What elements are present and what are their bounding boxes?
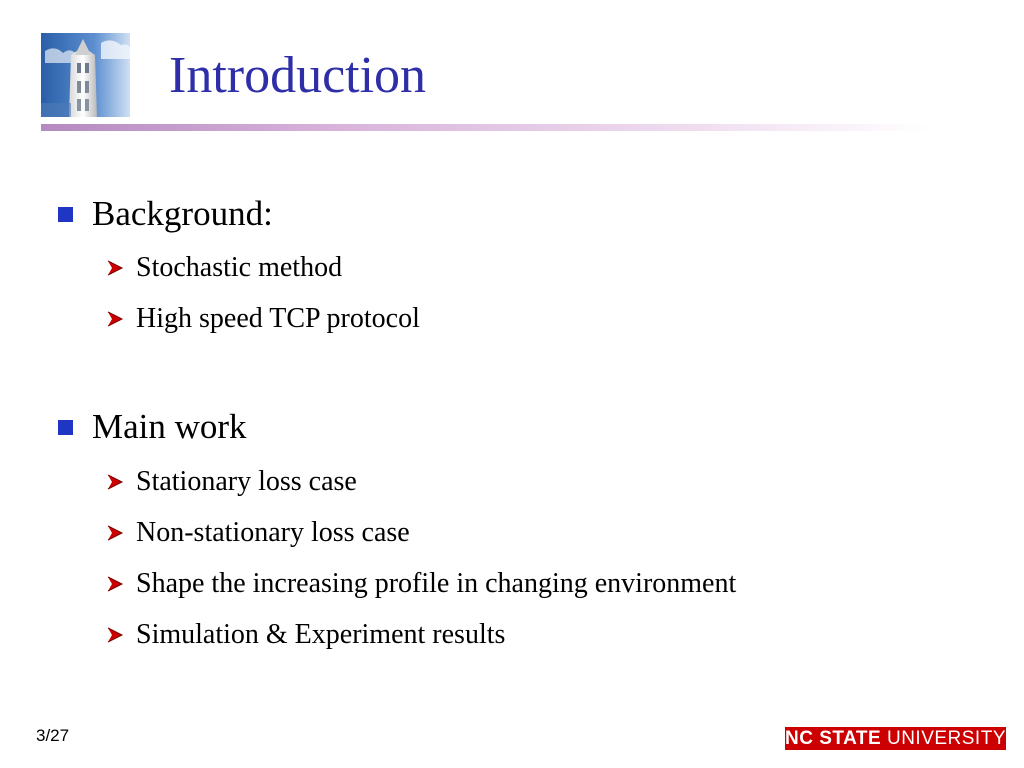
nc-state-university-logo bbox=[785, 727, 1006, 750]
arrowhead-bullet-icon bbox=[105, 575, 124, 593]
sub-bullet-non-stationary-loss bbox=[105, 517, 410, 549]
slide-title: Introduction bbox=[169, 47, 427, 104]
sub-bullet-text: High speed TCP protocol bbox=[136, 303, 420, 334]
square-bullet-icon bbox=[58, 207, 73, 222]
bullet-main-work-text: Main work bbox=[92, 407, 247, 446]
bullet-background-text: Background: bbox=[92, 194, 273, 233]
sub-bullet-shape-profile bbox=[105, 568, 736, 600]
sub-bullet-text: Simulation & Experiment results bbox=[136, 619, 506, 650]
sub-bullet-text: Stationary loss case bbox=[136, 466, 357, 497]
page-number: 3/27 bbox=[36, 726, 70, 745]
sub-bullet-text: Stochastic method bbox=[136, 252, 343, 283]
sub-bullet-text: Non-stationary loss case bbox=[136, 517, 410, 548]
sub-bullet-stochastic-method bbox=[105, 252, 342, 284]
bullet-main-work bbox=[58, 407, 247, 447]
sub-bullet-text: Shape the increasing profile in changing environment bbox=[136, 568, 737, 599]
sub-bullet-high-speed-tcp bbox=[105, 303, 420, 335]
sub-bullet-stationary-loss bbox=[105, 466, 357, 498]
square-bullet-icon bbox=[58, 420, 73, 435]
arrowhead-bullet-icon bbox=[105, 259, 124, 277]
arrowhead-bullet-icon bbox=[105, 524, 124, 542]
nc-state-logo-text bbox=[785, 728, 1006, 750]
bell-tower-logo bbox=[41, 33, 130, 117]
arrowhead-bullet-icon bbox=[105, 626, 124, 644]
arrowhead-bullet-icon bbox=[105, 473, 124, 491]
bullet-background bbox=[58, 194, 273, 234]
nc-state-wordmark-bold: NC STATE bbox=[785, 727, 887, 749]
title-divider bbox=[41, 124, 931, 131]
sub-bullet-simulation-results bbox=[105, 619, 505, 651]
arrowhead-bullet-icon bbox=[105, 310, 124, 328]
university-wordmark: UNIVERSITY bbox=[886, 727, 1006, 749]
